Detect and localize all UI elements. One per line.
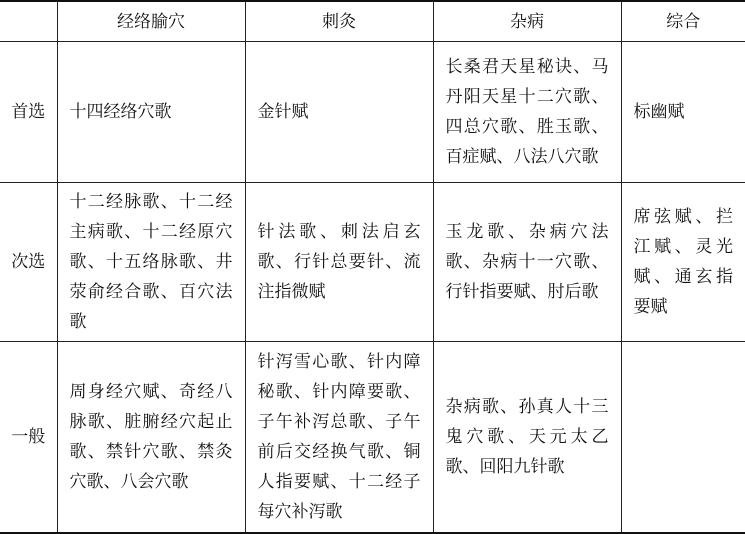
row-label: 一般 bbox=[0, 342, 57, 534]
header-row bbox=[0, 1, 745, 42]
table-cell: 针法歌、刺法启玄歌、行针总要针、流注指微赋 bbox=[245, 183, 433, 342]
row-label: 次选 bbox=[0, 183, 57, 342]
header-comprehensive: 综合 bbox=[621, 1, 745, 42]
table-cell: 长桑君天星秘诀、马丹阳天星十二穴歌、四总穴歌、胜玉歌、百症赋、八法八穴歌 bbox=[433, 42, 621, 183]
table-cell: 席弦赋、拦江赋、灵光赋、通玄指要赋 bbox=[621, 183, 745, 342]
table-cell: 十二经脉歌、十二经主病歌、十二经原穴歌、十五络脉歌、井荥俞经合歌、百穴法歌 bbox=[57, 183, 245, 342]
table-cell: 杂病歌、孙真人十三鬼穴歌、天元太乙歌、回阳九针歌 bbox=[433, 342, 621, 534]
header-meridian-acupoints: 经络腧穴 bbox=[57, 1, 245, 42]
table-cell: 十四经络穴歌 bbox=[57, 42, 245, 183]
table-cell: 标幽赋 bbox=[621, 42, 745, 183]
table-cell: 针泻雪心歌、针内障秘歌、针内障要歌、子午补泻总歌、子午前后交经换气歌、铜人指要赋、十二经子每穴补泻歌 bbox=[245, 342, 433, 534]
table-row bbox=[0, 183, 745, 342]
header-corner bbox=[0, 1, 57, 42]
table-row bbox=[0, 342, 745, 534]
table-cell: 金针赋 bbox=[245, 42, 433, 183]
table-cell: 周身经穴赋、奇经八脉歌、脏腑经穴起止歌、禁针穴歌、禁灸穴歌、八会穴歌 bbox=[57, 342, 245, 534]
header-miscellaneous-diseases: 杂病 bbox=[433, 1, 621, 42]
table-row bbox=[0, 42, 745, 183]
header-acupuncture-moxibustion: 刺灸 bbox=[245, 1, 433, 42]
row-label: 首选 bbox=[0, 42, 57, 183]
table-cell bbox=[621, 342, 745, 534]
table-cell: 玉龙歌、杂病穴法歌、杂病十一穴歌、行针指要赋、肘后歌 bbox=[433, 183, 621, 342]
